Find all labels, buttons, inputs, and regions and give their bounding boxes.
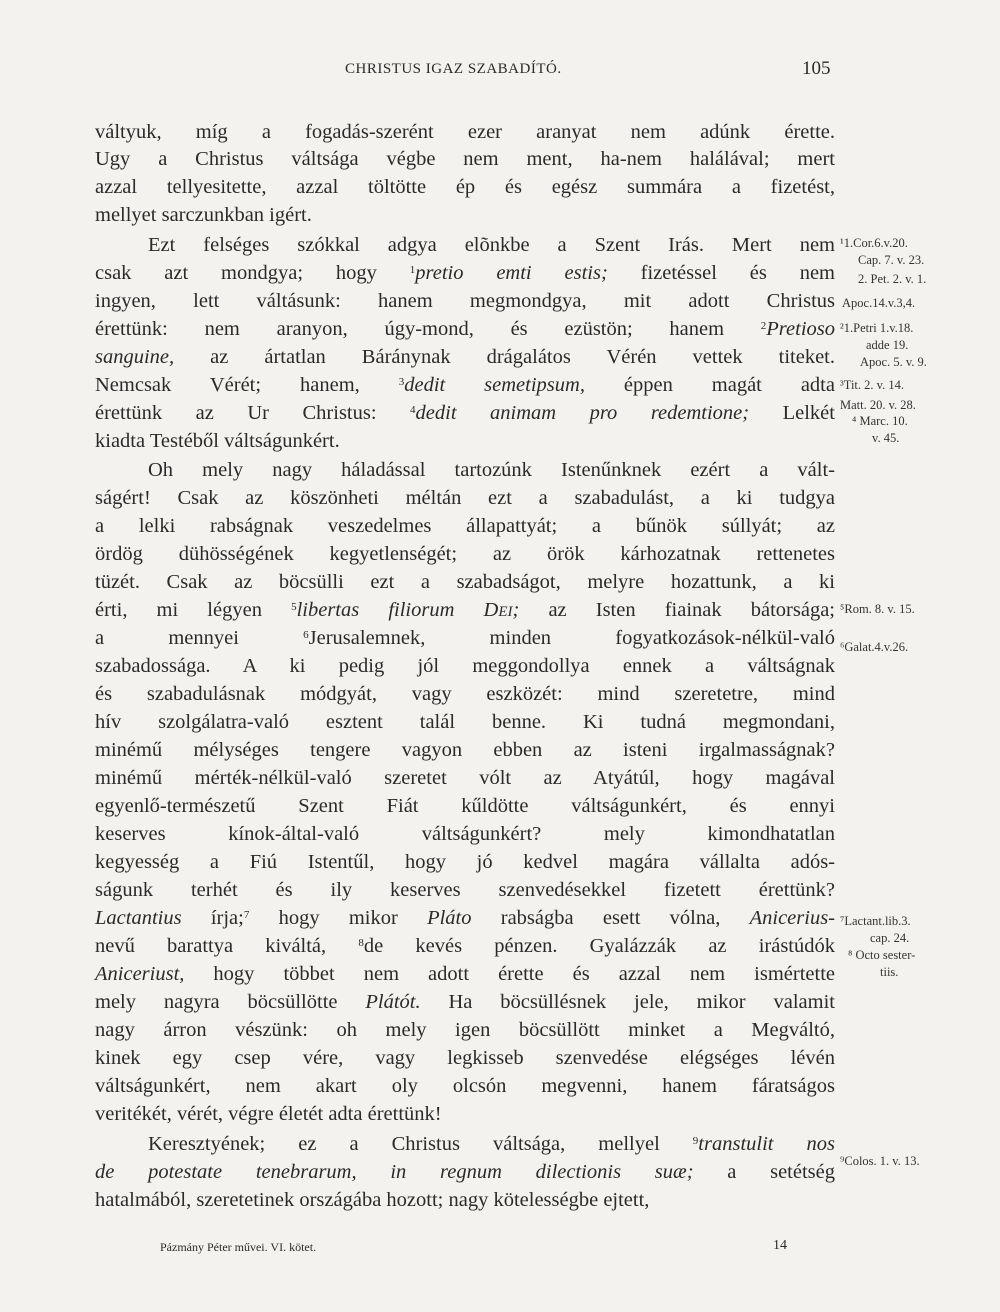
margin-note: Apoc.14.v.3,4. [842,296,916,310]
text-line: a mennyei $^6$Jerusalemnek, minden fogyatkozások-nélkül-való [95,627,835,649]
text-line: szabadossága. A ki pedig jól meggondollya ennek a váltságnak [95,655,835,677]
text-line: sanguine, az ártatlan Báránynak drágalátos Vérén vettek titeket. [95,346,835,368]
margin-note: tiis. [880,965,899,979]
text-line: hív szolgálatra-való esztent talál benne. Ki tudná megmondani, [95,711,835,733]
margin-note: Apoc. 5. v. 9. [860,355,927,369]
footer-signature: Pázmány Péter művei. VI. kötet. [160,1240,317,1254]
margin-note: ⁴ Marc. 10. [852,414,908,428]
text-line: Nemcsak Vérét; hanem, $^3$dedit semetipsum, éppen magát adta [95,374,835,396]
text-line: ingyen, lett váltásunk: hanem megmondgya, mit adott Christus [95,290,835,312]
page-number: 105 [802,58,831,79]
margin-note: ⁸ Octo sester- [848,948,916,962]
margin-note: ⁹Colos. 1. v. 13. [840,1154,920,1168]
text-line: nagy árron vészünk: oh mely igen böcsüllött minket a Megváltó, [95,1019,835,1041]
text-line: hatalmából, szeretetinek országába hozott; nagy kötelességbe ejtett, [95,1189,650,1211]
text-line: ördög dühösségének kegyetlenségét; az örök kárhozatnak rettenetes [95,543,835,565]
running-header: CHRISTUS IGAZ SZABADÍTÓ. [345,61,562,77]
margin-note: ⁵Rom. 8. v. 15. [840,602,915,616]
text-line: azzal tellyesitette, azzal töltötte ép és egész summára a fizetést, [95,176,835,198]
margin-note: ⁶Galat.4.v.26. [840,640,909,654]
text-line: nevű barattya kiváltá, $^8$de kevés pénzen. Gyalázzák az irástúdók [95,935,835,957]
text-line: keserves kínok-által-való váltságunkért? mely kimondhatatlan [95,823,835,845]
text-line: érettünk: nem aranyon, úgy-mond, és ezüstön; hanem $^2$Pretioso [95,318,835,340]
text-line: minémű mérték-nélkül-való szeretet vólt az Atyátúl, hogy magával [95,767,835,789]
text-line: Aniceriust, hogy többet nem adott érette és azzal nem ismértette [95,963,835,985]
text-line: Lactantius írja;$^7$ hogy mikor Pláto rabságba esett vólna, Anicerius- [95,907,836,929]
margin-note: Matt. 20. v. 28. [840,398,916,412]
margin-note: ²1.Petri 1.v.18. [840,321,914,335]
text-line: egyenlő-természetű Szent Fiát kűldötte váltságunkért, és ennyi [95,795,835,817]
text-line: kinek egy csep vére, vagy legkisseb szenvedése elégséges lévén [95,1047,835,1069]
text-line: ságért! Csak az köszönheti méltán ezt a szabadulást, a ki tudgya [95,487,835,509]
text-line: a lelki rabságnak veszedelmes állapattyát; a bűnök súllyát; az [95,515,835,537]
text-line: ságunk terhét és ily keserves szenvedésekkel fizetett érettünk? [95,879,835,901]
text-line: csak azt mondgya; hogy $^1$pretio emti estis; fizetéssel és nem [95,262,835,284]
footer-sheet-number: 14 [773,1238,787,1253]
margin-note: 2. Pet. 2. v. 1. [858,272,927,286]
text-line: Keresztyének; ez a Christus váltsága, mellyel $^9$transtulit nos [148,1133,835,1155]
text-line: érti, mi légyen $^5$libertas filiorum DEI; az Isten fiainak bátorsága; [95,599,835,621]
margin-note: ¹1.Cor.6.v.20. [840,236,908,250]
text-line: Ezt felséges szókkal adgya elõnkbe a Szent Irás. Mert nem [148,234,835,256]
text-line: mely nagyra böcsüllötte Plátót. Ha böcsüllésnek jele, mikor valamit [95,991,835,1013]
margin-note: ³Tit. 2. v. 14. [840,378,904,392]
text-line: váltságunkért, nem akart oly olcsón megvenni, hanem fáratságos [95,1075,835,1097]
text-line: minémű mélységes tengere vagyon ebben az isteni irgalmasságnak? [95,739,835,761]
text-line: veritékét, vérét, végre életét adta érettünk! [95,1103,442,1125]
text-line: mellyet sarczunkban igért. [95,204,312,226]
text-line: érettünk az Ur Christus: $^4$dedit animam pro redemtione; Lelkét [95,402,835,424]
text-line: váltyuk, míg a fogadás-szerént ezer aranyat nem adúnk érette. [95,121,835,143]
text-line: tüzét. Csak az böcsülli ezt a szabadságot, melyre hozattunk, a ki [95,571,835,593]
margin-note: Cap. 7. v. 23. [858,253,925,267]
margin-note: v. 45. [872,431,900,445]
text-line: de potestate tenebrarum, in regnum dilectionis suæ; a setétség [95,1161,835,1183]
text-line: Ugy a Christus váltsága végbe nem ment, ha-nem halálával; mert [95,148,835,170]
margin-note: ⁷Lactant.lib.3. [840,914,911,928]
margin-note: cap. 24. [870,931,910,945]
text-line: kiadta Testéből váltságunkért. [95,430,340,452]
text-line: kegyesség a Fiú Istentűl, hogy jó kedvel magára vállalta adós- [95,851,835,873]
text-line: Oh mely nagy háladással tartozúnk Istenűnknek ezért a vált- [148,459,835,481]
margin-note: adde 19. [866,338,909,352]
text-line: és szabadulásnak módgyát, vagy eszközét: mind szeretetre, mind [95,683,835,705]
